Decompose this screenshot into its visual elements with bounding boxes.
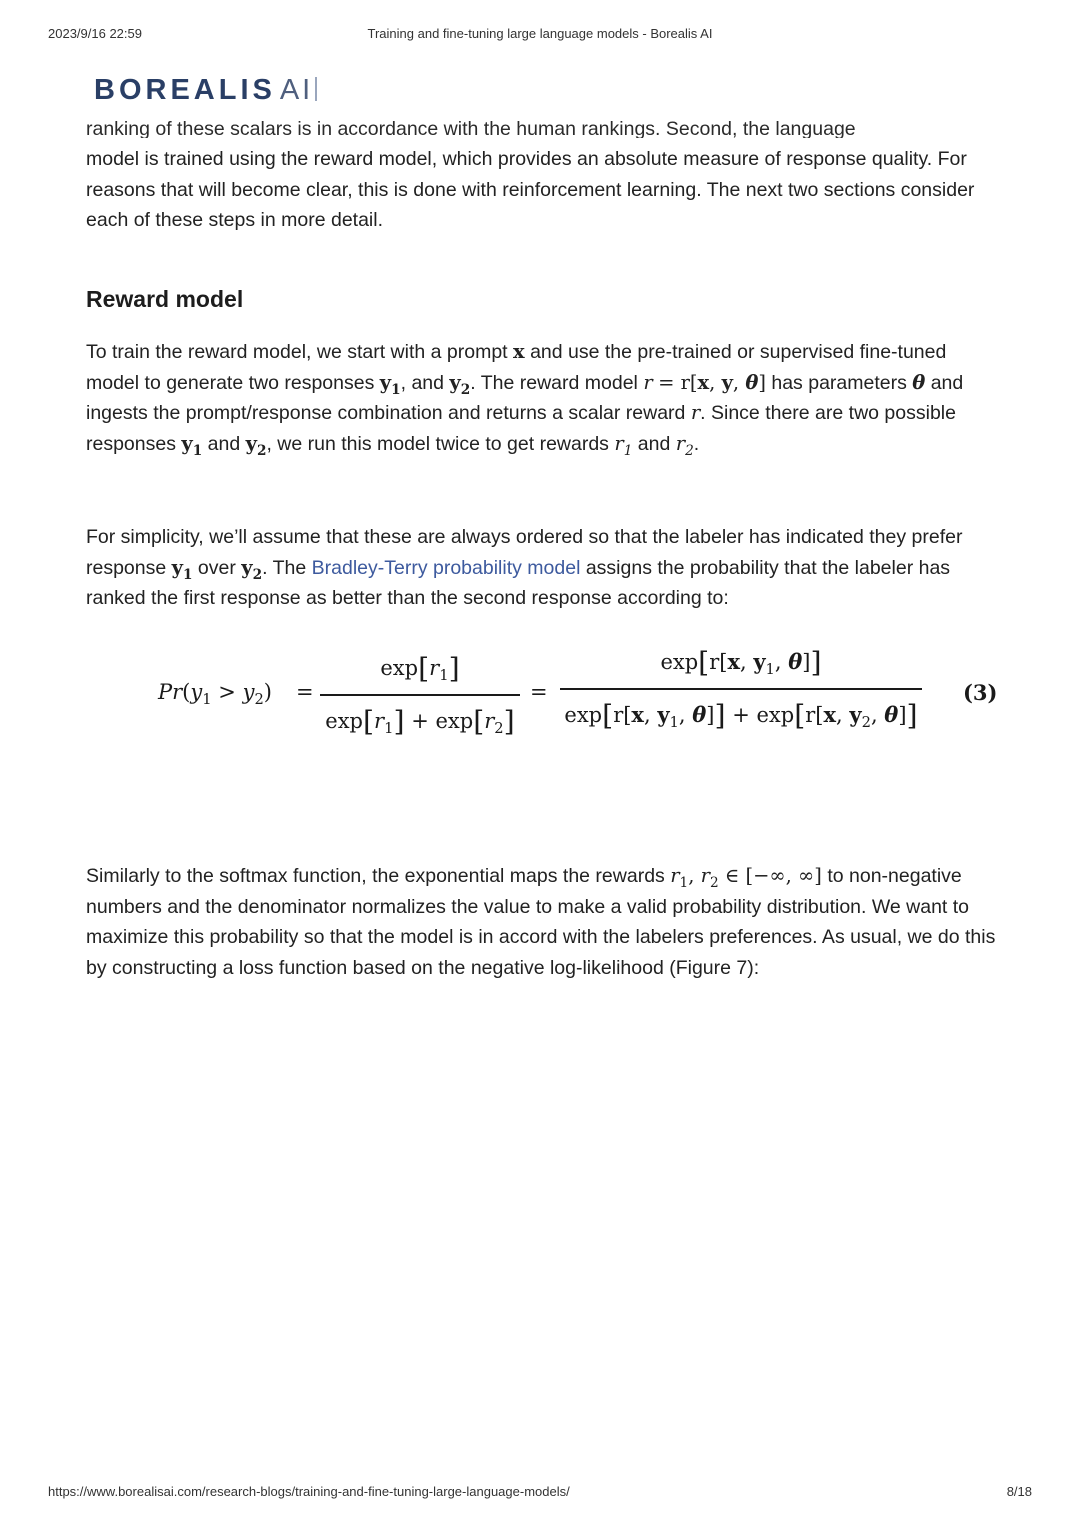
math-r1: $r_1$ [614, 431, 633, 459]
footer-url: https://www.borealisai.com/research-blogs/training-and-fine-tuning-large-language-models/ [48, 1484, 570, 1499]
logo-cursor-icon [315, 77, 317, 101]
section-heading-reward-model: Reward model [86, 286, 244, 312]
paragraph-bradley-terry: For simplicity, we’ll assume that these are always ordered so that the labeler has indicated they prefer response $y_1$ over $y_2$. The Bradley-Terry probability model assigns the probability that the labeler has ranked the first response as better than the second response according to: [86, 526, 963, 609]
print-title: Training and fine-tuning large language models - Borealis AI [367, 26, 713, 41]
bradley-terry-link[interactable]: Bradley-Terry probability model [311, 556, 581, 579]
equals-sign: = [296, 680, 314, 704]
equation-fraction-1: $\exp[r_1]$ $\exp[r_1] + \exp[r_2]$ [320, 652, 520, 738]
equals-sign: = [530, 680, 548, 704]
brand-suffix: AI [279, 74, 314, 106]
paragraph-reward-model: To train the reward model, we start with a prompt x and use the pre-trained or supervised fine-tuned model to generate two responses $y_1$, and $y_2$. The reward model r = r[x, y, θ] has parameters θ and ingests the prompt/response combination and returns a scalar reward r. Since there are two possible responses $y_1$ and $y_2$, we run this model twice to get rewards $r_1$ and $r_2$. [86, 340, 964, 459]
print-header [48, 26, 1032, 44]
math-y1: $y_1$ [379, 370, 401, 398]
math-x: x [513, 340, 525, 363]
math-r2: $r_2$ [675, 431, 694, 459]
page-number: 8/18 [1006, 1484, 1032, 1499]
cut-off-text-line [86, 116, 986, 138]
borealis-logo[interactable] [94, 74, 317, 107]
paragraph-intro [86, 144, 998, 236]
math-reward-def: r [643, 370, 653, 394]
math-y2: $y_2$ [449, 370, 471, 398]
cut-off-text: ranking of these scalars is in accordance with the human rankings. Second, the language [86, 118, 856, 138]
math-r: r [690, 401, 701, 424]
math-theta: θ [912, 370, 926, 394]
paragraph-softmax: Similarly to the softmax function, the exponential maps the rewards $r_1$, $r_2$ ∈ [−∞, ∞] to non-negative numbers and the denominator normalizes the value to make a valid probability distribution. We want to maximize this probability so that the model is in accord with the labelers preferences. As usual, we do this by constructing a loss function based on the negative log-likelihood (Figure 7): [86, 864, 996, 979]
equation-3 [150, 640, 940, 760]
equation-lhs: $Pr(y_1 > y_2)$ [158, 680, 272, 709]
equation-number: (3) [963, 680, 998, 705]
equation-fraction-2: exp[r[x, $y_1$, θ]] exp[r[x, $y_1$, θ]] + exp[r[x, $y_2$, θ]] [560, 646, 922, 732]
brand-name: BOREALIS [94, 74, 276, 106]
print-date: 2023/9/16 22:59 [48, 26, 142, 41]
paragraph-1-text: model is trained using the reward model, which provides an absolute measure of response quality. For reasons that will become clear, this is done with reinforcement learning. The next two sections consider each of these steps in more detail. [86, 148, 975, 231]
